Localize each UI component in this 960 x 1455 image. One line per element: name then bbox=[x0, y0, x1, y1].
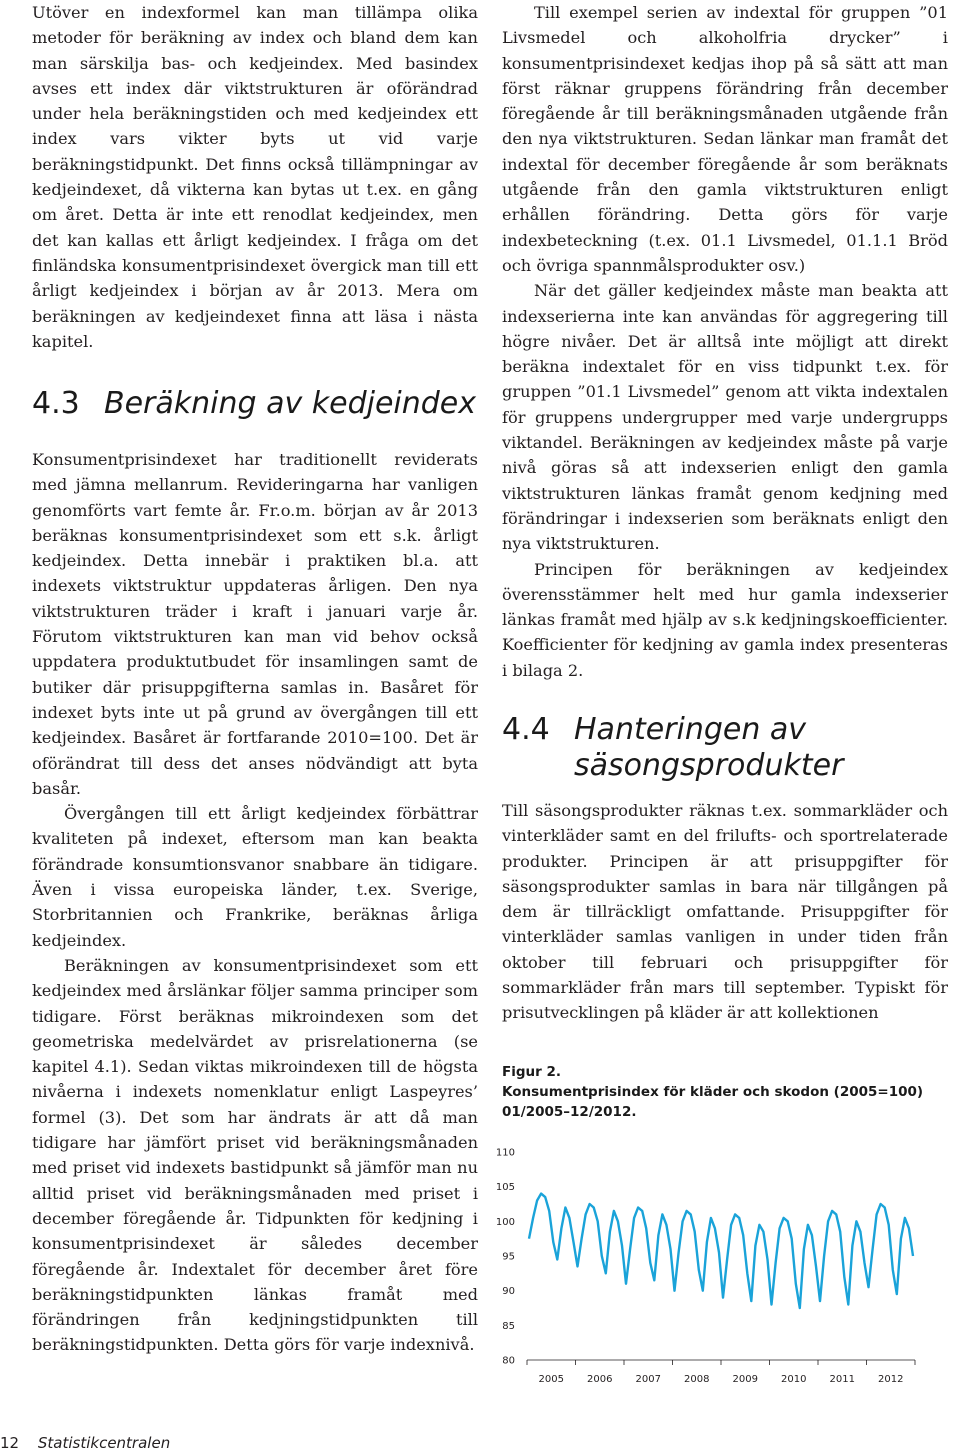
right-column-section-body bbox=[502, 798, 948, 1026]
y-tick-label: 85 bbox=[502, 1320, 515, 1332]
y-tick-label: 100 bbox=[495, 1216, 515, 1228]
left-column-body bbox=[32, 447, 478, 1358]
x-tick-label: 2006 bbox=[587, 1374, 613, 1385]
y-tick-label: 90 bbox=[502, 1286, 515, 1298]
section-title-line2: säsongsprodukter bbox=[574, 748, 844, 783]
body-paragraph: Till exempel serien av indextal för gruppen ”01 Livsmedel och alkoholfria drycker” i konsumentprisindexet kedjas ihop på så sätt att man först räknar gruppens förändring från december föregående år till beräkningsmånaden utgående från den nya viktstrukturen. Sedan länkar man framåt det indextal för december föregående år som beräknats utgående från den gamla viktstrukturen enligt erhållen förändring. Detta görs för varje indexbeteckning (t.ex. 01.1 Livsmedel, 01.1.1 Bröd och övriga spannmålsprodukter osv.) bbox=[502, 3, 948, 275]
line-chart bbox=[495, 1140, 935, 1390]
section-heading-4-4 bbox=[502, 712, 948, 784]
section-number: 4.3 bbox=[32, 386, 80, 421]
body-paragraph: Konsumentprisindexet har traditionellt reviderats med jämna mellanrum. Revideringarna har vanligen genomförts vart femte år. Fr.o.m. början av år 2013 beräknas konsumentprisindexet som ett s.k. årligt kedjeindex. Detta innebär i praktiken bl.a. att indexets viktstruktur uppdateras årligen. Den nya viktstrukturen träder i kraft i januari varje år. Förutom viktstrukturen kan man vid behov också uppdatera produktutbudet för insamlingen samt de butiker där prisuppgifterna samlas in. Basåret för indexet byts inte ut på grund av övergången till ett kedjeindex. Basåret är fortfarande 2010=100. Det är oförändrat till dess det anses nödvändigt att byta basår. bbox=[32, 450, 478, 798]
x-tick-label: 2010 bbox=[781, 1374, 807, 1385]
body-paragraph: När det gäller kedjeindex måste man beakta att indexserierna inte kan användas för aggregering till högre nivåer. Det är alltså inte möjligt att direkt beräkna indextalet för en viss tidpunkt t.ex. för gruppen ”01.1 Livsmedel” genom att vikta indextalen för gruppens undergrupper med varje undergrupps viktandel. Beräkningen av kedjeindex måste på varje nivå göras så att indexserien enligt den gamla viktstrukturen länkas framåt genom kedjning med förändringar i indexserien som beräknats enligt den nya viktstrukturen. bbox=[502, 281, 948, 554]
series-line bbox=[529, 1194, 913, 1308]
x-tick-label: 2009 bbox=[732, 1374, 758, 1385]
body-paragraph: Till säsongsprodukter räknas t.ex. sommarkläder och vinterkläder samt en del frilufts- och sportrelaterade produkter. Principen är att prisuppgifter för säsongsprodukter samlas in bara när tillgången på dem är tillräckligt omfattande. Prisuppgifter för vinterkläder samlas vanligen in under tiden från oktober till februari och prisuppgifter för sommarkläder från mars till september. Typiskt för prisutvecklingen på kläder är att kollektionen bbox=[502, 801, 948, 1023]
publisher-name: Statistikcentralen bbox=[37, 1434, 171, 1452]
y-tick-label: 110 bbox=[495, 1147, 515, 1159]
x-tick-label: 2011 bbox=[829, 1374, 855, 1385]
page-footer bbox=[0, 1434, 170, 1452]
body-paragraph: Beräkningen av konsumentprisindexet som ett kedjeindex med årslänkar följer samma principer som tidigare. Först beräknas mikroindexen som det geometriska medelvärdet av prisrelationerna (se kapitel 4.1). Sedan viktas mikroindexen till de högsta nivåerna i indexets nomenklatur enligt Laspeyres’ formel (3). Det som har ändrats är att då man tidigare har jämfört priset vid beräkningsmånaden med priset vid indexets bastidpunkt så jämför man nu alltid priset vid beräkningsmånaden med priset i december föregående år. Tidpunkten för kedjning i konsumentprisindexet är således december föregående år. Indextalet för december året före beräkningstidpunkten länkas framåt med förändringen från kedjningstidpunkten till beräkningstidpunkten. Detta görs för varje indexnivå. bbox=[32, 955, 478, 1355]
x-tick-label: 2008 bbox=[684, 1374, 710, 1385]
figure-caption bbox=[502, 1062, 948, 1122]
section-title: Beräkning av kedjeindex bbox=[104, 386, 477, 421]
page-number: 12 bbox=[0, 1434, 20, 1452]
y-tick-label: 105 bbox=[495, 1182, 515, 1194]
section-title-line1: Hanteringen av bbox=[574, 712, 807, 747]
x-tick-label: 2007 bbox=[635, 1374, 661, 1385]
section-heading-4-3 bbox=[32, 386, 478, 422]
body-paragraph: Principen för beräkningen av kedjeindex överensstämmer helt med hur gamla indexserier länkas framåt med hjälp av s.k kedjningskoefficienter. Koefficienter för kedjning av gamla index presenteras i bilaga 2. bbox=[502, 559, 948, 680]
left-column bbox=[32, 0, 478, 354]
figure-title: Konsumentprisindex för kläder och skodon (2005=100) 01/2005–12/2012. bbox=[502, 1084, 924, 1120]
section-number: 4.4 bbox=[502, 712, 550, 747]
y-tick-label: 80 bbox=[502, 1355, 515, 1367]
right-column bbox=[502, 0, 948, 683]
intro-paragraph: Utöver en indexformel kan man tillämpa olika metoder för beräkning av index och bland dem kan man särskilja bas- och kedjeindex. Med basindex avses ett index där viktstrukturen är oförändrad under hela beräkningstiden och med kedjeindex ett index vars vikter byts ut vid varje beräkningstidpunkt. Det finns också tillämpningar av kedjeindexet, då vikterna kan bytas ut t.ex. en gång om året. Detta är inte ett renodlat kedjeindex, men det kan kallas ett årligt kedjeindex. I fråga om det finländska konsumentprisindexet övergick man till ett årligt kedjeindex i början av år 2013. Mera om beräkningen av kedjeindexet finna att läsa i nästa kapitel. bbox=[32, 3, 478, 351]
body-paragraph: Övergången till ett årligt kedjeindex förbättrar kvaliteten på indexet, eftersom man kan beakta förändrade konsumtionsvanor snabbare än tidigare. Även i vissa europeiska länder, t.ex. Sverige, Storbritannien och Frankrike, beräknas årliga kedjeindex. bbox=[32, 804, 478, 950]
x-tick-label: 2012 bbox=[878, 1374, 904, 1385]
y-tick-label: 95 bbox=[502, 1251, 515, 1263]
x-tick-label: 2005 bbox=[538, 1374, 564, 1385]
figure-label: Figur 2. bbox=[502, 1064, 562, 1080]
